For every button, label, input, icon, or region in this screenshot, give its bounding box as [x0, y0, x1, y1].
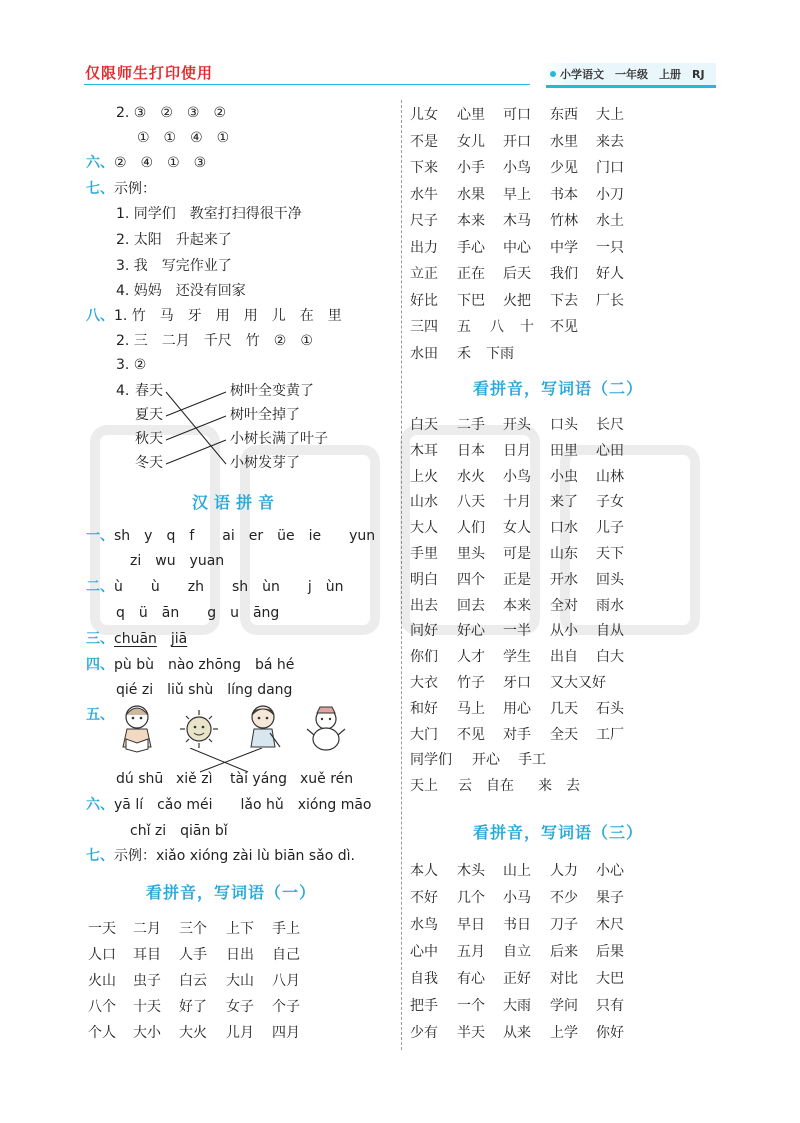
word-cell: 山上: [503, 863, 531, 879]
word-cell: 女儿: [457, 133, 485, 150]
word-cell: 水田: [410, 345, 438, 362]
word-cell: 少见: [550, 160, 578, 176]
answer-text: 1. 竹 马 牙 用 用 儿 在 里: [114, 308, 342, 324]
question-label: 六、: [86, 155, 114, 171]
word-cell: 大雨: [503, 998, 531, 1014]
word-cell: 水里: [550, 133, 578, 150]
word-cell: 火山: [88, 973, 116, 989]
word-cell: 早日: [457, 917, 485, 933]
word-cell: 学问: [550, 998, 578, 1014]
pinyin-line: qié zi liǔ shù líng dang: [116, 682, 293, 698]
word-cell: 刀子: [550, 917, 578, 933]
word-cell: 十月: [503, 494, 531, 511]
word-cell: 从来: [503, 1025, 531, 1041]
word-cell: 你们: [410, 649, 438, 666]
word-cell: 来了: [550, 494, 578, 511]
word-cell: 上下: [226, 921, 254, 937]
word-cell: 日本: [457, 442, 485, 459]
match-prefix: 4.: [116, 383, 130, 399]
word-cell: 少有: [410, 1025, 438, 1041]
word-cell: 大小: [133, 1025, 161, 1041]
word-cell: 后来: [550, 944, 578, 960]
word-cell: 云: [458, 778, 472, 795]
word-cell: 好人: [596, 266, 624, 282]
pinyin-label: dú shū: [116, 771, 164, 787]
bullet-icon: [550, 71, 556, 77]
word-cell: 出自: [550, 649, 578, 666]
book-info: 小学语文 一年级 上册 RJ: [560, 68, 705, 81]
word-cell: 四月: [272, 1025, 300, 1041]
word-cell: 下来: [410, 160, 438, 176]
word-cell: 自从: [596, 623, 624, 640]
question-label: 五、: [86, 707, 114, 723]
match-line: [200, 748, 262, 772]
word-cell: 十: [520, 319, 534, 335]
word-cell: 工厂: [596, 726, 624, 743]
match-left: 春天: [135, 383, 163, 399]
pinyin-q6: [86, 796, 372, 814]
word-cell: 大火: [179, 1025, 207, 1041]
question-label: 二、: [86, 579, 114, 595]
word-cell: 八天: [457, 494, 485, 511]
word-cell: 和好: [410, 700, 438, 717]
word-cell: 小心: [596, 863, 624, 879]
word-cell: 田里: [550, 442, 578, 459]
word-cell: 三四: [410, 319, 438, 335]
word-cell: 半天: [457, 1025, 485, 1041]
word-cell: 心中: [410, 944, 438, 960]
word-cell: 小手: [457, 160, 485, 176]
word-cell: 从小: [550, 623, 578, 640]
word-cell: 后天: [503, 266, 531, 282]
reading-girl-picture: [118, 703, 156, 753]
pinyin-label: tài yáng: [230, 771, 288, 787]
question-label: 七、: [86, 181, 114, 197]
word-cell: 大人: [410, 520, 438, 537]
word-cell: 尺子: [410, 213, 438, 229]
word-cell: 只有: [596, 998, 624, 1014]
answer-text: 示例：xiǎo xióng zài lù biān sǎo dì.: [114, 848, 355, 864]
answer-line: 2. 太阳 升起来了: [116, 232, 232, 248]
question-label: 六、: [86, 797, 114, 813]
pinyin-q2: [86, 578, 344, 596]
word-cell: 人才: [457, 649, 485, 666]
word-cell: 对手: [503, 726, 531, 743]
word-cell: 五月: [457, 944, 485, 960]
word-cell: 人力: [550, 863, 578, 879]
matching-lines: [160, 378, 232, 474]
word-cell: 雨水: [596, 597, 624, 614]
match-left: 冬天: [135, 455, 163, 471]
word-cell: 女人: [503, 520, 531, 537]
word-cell: 耳目: [133, 947, 161, 963]
word-cell: 马上: [457, 700, 485, 717]
word-cell: 又大又好: [550, 675, 606, 691]
word-cell: 木马: [503, 213, 531, 229]
word-cell: 全对: [550, 597, 578, 614]
word-cell: 三个: [179, 921, 207, 937]
word-cell: 回去: [457, 597, 485, 614]
word-cell: 一天: [88, 921, 116, 937]
question-label: 一、: [86, 528, 114, 544]
word-cell: 不是: [410, 133, 438, 150]
word-cell: 中心: [503, 239, 531, 256]
word-cell: 木头: [457, 863, 485, 879]
answer-text: yā lí cǎo méi lǎo hǔ xióng māo: [114, 797, 372, 813]
word-cell: 问好: [410, 623, 438, 640]
word-cell: 二手: [457, 417, 485, 433]
word-cell: 书日: [503, 917, 531, 933]
answer-line: 3. ②: [116, 357, 147, 373]
word-cell: 手上: [272, 921, 300, 937]
word-cell: 上火: [410, 468, 438, 485]
word-cell: 自在: [486, 778, 514, 795]
answer-text: sh y q f ai er üe ie yun: [114, 528, 376, 544]
word-cell: 木耳: [410, 442, 438, 459]
word-cell: 自立: [503, 944, 531, 960]
word-cell: 心里: [457, 107, 485, 123]
pinyin-q7: [86, 847, 355, 865]
word-cell: 儿月: [226, 1025, 254, 1041]
word-cell: 一半: [503, 623, 531, 640]
word-cell: 后果: [596, 944, 624, 960]
section-title-two: 看拼音，写词语（二）: [473, 379, 644, 398]
word-cell: 开头: [503, 417, 531, 433]
word-cell: 长尺: [596, 417, 624, 433]
answer-line: 4. 妈妈 还没有回家: [116, 283, 246, 299]
word-cell: 学生: [503, 649, 531, 666]
word-cell: 开口: [503, 133, 531, 150]
pinyin-q5-label: [86, 706, 114, 724]
word-cell: 一只: [596, 239, 624, 256]
question-7: [86, 180, 156, 198]
answer-text: pù bù nào zhōng bá hé: [114, 657, 295, 673]
question-8: [86, 307, 342, 325]
answer-line: 3. 我 写完作业了: [116, 258, 232, 274]
word-cell: 正在: [457, 266, 485, 282]
word-cell: 八月: [272, 973, 300, 989]
word-cell: 几个: [457, 890, 485, 906]
word-cell: 好心: [457, 623, 485, 640]
word-cell: 出力: [410, 239, 438, 256]
pinyin-q4: [86, 656, 294, 674]
word-cell: 去: [566, 778, 580, 795]
example-label: 示例：: [114, 181, 156, 197]
word-cell: 开心: [472, 752, 500, 769]
header-bar: [546, 85, 716, 88]
word-cell: 本人: [410, 863, 438, 879]
word-cell: 禾: [457, 345, 471, 362]
word-cell: 上学: [550, 1025, 578, 1041]
word-cell: 五: [457, 319, 471, 335]
word-cell: 竹子: [457, 675, 485, 691]
underlined-word: jiā: [170, 631, 188, 647]
word-cell: 火把: [503, 292, 531, 309]
word-cell: 我们: [550, 266, 578, 282]
word-cell: 人手: [179, 947, 207, 963]
word-cell: 把手: [410, 998, 438, 1014]
word-cell: 十天: [133, 999, 161, 1015]
word-cell: 白云: [179, 973, 207, 989]
word-cell: 用心: [503, 700, 531, 717]
word-cell: 大上: [596, 107, 624, 123]
pinyin-line: chǐ zi qiān bǐ: [130, 823, 228, 839]
match-right: 树叶全掉了: [230, 407, 300, 423]
word-cell: 下雨: [486, 345, 514, 362]
word-cell: 日月: [503, 442, 531, 459]
match-line: [166, 440, 226, 464]
word-cell: 好了: [179, 999, 207, 1015]
match-line: [166, 392, 226, 416]
word-cell: 明白: [410, 571, 438, 588]
answer-2-row1: 2. ③ ② ③ ②: [116, 105, 227, 121]
word-cell: 口头: [550, 417, 578, 433]
word-cell: 口水: [550, 520, 578, 537]
word-cell: 正好: [503, 971, 531, 987]
word-cell: 水果: [457, 186, 485, 203]
match-right: 小树发芽了: [230, 455, 300, 471]
word-cell: 八: [490, 319, 504, 335]
pinyin-q1: [86, 527, 375, 545]
word-cell: 全天: [550, 726, 578, 743]
word-cell: 大山: [226, 973, 254, 989]
word-cell: 本来: [503, 597, 531, 614]
word-cell: 小鸟: [503, 160, 531, 176]
word-cell: 门口: [596, 160, 624, 176]
word-cell: 回头: [596, 571, 624, 588]
word-cell: 个子: [272, 999, 300, 1015]
word-cell: 下巴: [457, 292, 485, 309]
word-cell: 虫子: [133, 973, 161, 989]
word-cell: 小马: [503, 890, 531, 906]
word-cell: 木尺: [596, 917, 624, 933]
answer-text: ù ù zh sh ùn j ùn: [114, 579, 344, 595]
word-cell: 你好: [596, 1025, 624, 1041]
header-badge: [540, 63, 716, 86]
print-notice: 仅限师生打印使用: [85, 64, 214, 82]
word-cell: 白大: [596, 649, 624, 666]
word-cell: 天下: [596, 546, 624, 562]
match-line: [190, 748, 248, 772]
word-cell: 来: [538, 778, 552, 795]
word-cell: 水土: [596, 213, 624, 229]
word-cell: 大门: [410, 726, 438, 743]
word-cell: 人们: [457, 520, 485, 537]
answer-text: ② ④ ① ③: [114, 155, 207, 171]
word-cell: 白天: [410, 417, 438, 433]
word-cell: 水鸟: [410, 917, 438, 933]
answer-line: 2. 三 二月 千尺 竹 ② ①: [116, 333, 313, 349]
section-title-three: 看拼音，写词语（三）: [473, 823, 644, 842]
question-6: [86, 154, 206, 172]
pinyin-label: xuě rén: [300, 771, 354, 787]
word-cell: 子女: [596, 494, 624, 511]
word-cell: 几天: [550, 700, 578, 717]
word-cell: 天上: [410, 778, 438, 795]
word-cell: 正是: [503, 571, 531, 588]
pinyin-line: q ü ān g u āng: [116, 605, 280, 621]
word-cell: 中学: [550, 239, 578, 256]
word-cell: 不见: [457, 726, 485, 743]
word-cell: 日出: [226, 947, 254, 963]
word-cell: 自我: [410, 971, 438, 987]
word-cell: 手心: [457, 239, 485, 256]
question-label: 八、: [86, 308, 114, 324]
question-label: 四、: [86, 657, 114, 673]
word-cell: 里头: [457, 546, 485, 562]
word-cell: 人口: [88, 947, 116, 963]
word-cell: 山水: [410, 494, 438, 511]
answer-2-row2: ① ① ④ ①: [137, 130, 230, 146]
word-cell: 小刀: [596, 186, 624, 203]
pinyin-line: zi wu yuan: [130, 553, 225, 569]
match-right: 树叶全变黄了: [230, 383, 314, 399]
word-cell: 下去: [550, 292, 578, 309]
word-cell: 儿女: [410, 107, 438, 123]
word-cell: 可口: [503, 107, 531, 123]
word-cell: 有心: [457, 971, 485, 987]
snowman-picture: [306, 705, 346, 753]
word-cell: 女子: [226, 999, 254, 1015]
section-title-pinyin: 汉语拼音: [192, 493, 281, 512]
word-cell: 一个: [457, 998, 485, 1014]
word-cell: 同学们: [410, 752, 452, 769]
word-cell: 开水: [550, 571, 578, 588]
word-cell: 不见: [550, 319, 578, 335]
pinyin-label: xiě zì: [176, 771, 213, 787]
writing-boy-picture: [244, 703, 284, 753]
word-cell: 厂长: [596, 292, 624, 309]
word-cell: 手工: [518, 752, 546, 769]
question-label: 七、: [86, 848, 114, 864]
word-cell: 大巴: [596, 971, 624, 987]
word-cell: 二月: [133, 921, 161, 937]
word-cell: 山林: [596, 468, 624, 485]
answer-line: 1. 同学们 教室打扫得很干净: [116, 206, 302, 222]
word-cell: 不少: [550, 890, 578, 906]
word-cell: 石头: [596, 700, 624, 717]
word-cell: 大衣: [410, 675, 438, 691]
word-cell: 出去: [410, 597, 438, 614]
word-cell: 好比: [410, 292, 438, 309]
match-line: [166, 416, 226, 440]
word-cell: 小鸟: [503, 468, 531, 485]
word-cell: 早上: [503, 186, 531, 203]
word-cell: 立正: [410, 266, 438, 282]
word-cell: 自己: [272, 947, 300, 963]
word-cell: 牙口: [503, 675, 531, 691]
word-cell: 四个: [457, 571, 485, 588]
word-cell: 水牛: [410, 186, 438, 203]
header-rule: [84, 84, 530, 85]
word-cell: 水火: [457, 468, 485, 485]
word-cell: 来去: [596, 133, 624, 150]
word-cell: 不好: [410, 890, 438, 906]
word-cell: 果子: [596, 890, 624, 906]
word-cell: 手里: [410, 546, 438, 562]
question-label: 三、: [86, 631, 114, 647]
word-cell: 书本: [550, 186, 578, 203]
word-cell: 心田: [596, 442, 624, 459]
word-cell: 山东: [550, 546, 578, 562]
word-cell: 儿子: [596, 520, 624, 537]
word-cell: 东西: [550, 107, 578, 123]
word-cell: 本来: [457, 213, 485, 229]
section-title-one: 看拼音，写词语（一）: [146, 883, 317, 902]
word-cell: 小虫: [550, 468, 578, 485]
match-left: 夏天: [135, 407, 163, 423]
pinyin-q3: [86, 630, 187, 648]
word-cell: 八个: [88, 999, 116, 1015]
word-cell: 个人: [88, 1025, 116, 1041]
underlined-word: chuān: [114, 631, 157, 647]
match-right: 小树长满了叶子: [230, 431, 328, 447]
word-cell: 可是: [503, 546, 531, 562]
match-left: 秋天: [135, 431, 163, 447]
word-cell: 对比: [550, 971, 578, 987]
word-cell: 竹林: [550, 213, 578, 229]
sun-picture: [178, 708, 220, 750]
